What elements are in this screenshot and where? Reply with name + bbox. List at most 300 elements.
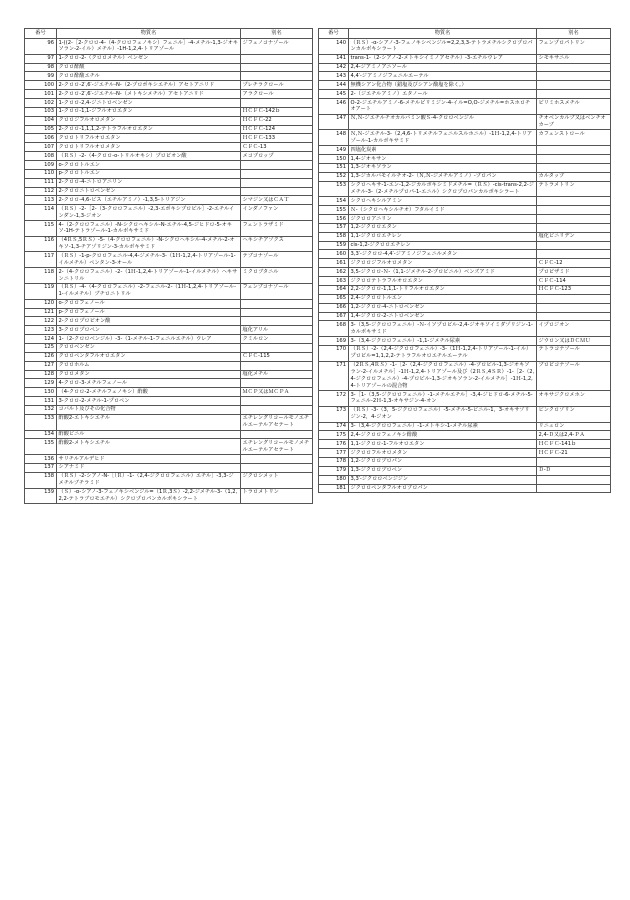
substance-name: 2,2-ジクロロ-1,1,1-トリフルオロエタン [349, 285, 537, 294]
row-number: 103 [25, 107, 57, 116]
substance-alias [537, 303, 611, 312]
substance-name: （ＲＳ）-2-（2,4-ジクロロフェニル）-3-（1Ｈ-1,2,4-トリアゾール-1-イル）プロピル=1,1,2,2-テトラフルオロエチルエーテル [349, 345, 537, 361]
table-row [319, 484, 611, 493]
substance-name: 3-（3,4-ジクロロフェニル）-1-メトキシ-1-メチル尿素 [349, 422, 537, 431]
table-row [25, 72, 313, 81]
substance-alias [241, 430, 313, 439]
row-number: 118 [25, 268, 57, 284]
substance-name: （ＲＳ）-3-（3，5-ジクロロフェニル）-5-メチル-5-ビニル-1，3-オキサゾリジン-2，4-ジオン [349, 406, 537, 422]
header-alias: 別名 [241, 29, 313, 39]
table-row [25, 252, 313, 268]
table-row [319, 268, 611, 277]
row-number: 132 [25, 405, 57, 414]
table-row [319, 99, 611, 115]
row-number: 167 [319, 312, 349, 321]
table-row [319, 155, 611, 164]
substance-name: シクロヘキサ-1-エン-1,2-ジカルボキシミドメチル=（ＲＳ）-cis-trans-2,2-ジメチル-3-（2-メチルプロパ-1-エニル）シクロプロパンカルボキシラート [349, 181, 537, 197]
table-row [319, 431, 611, 440]
table-row [25, 439, 313, 455]
substance-alias: トラロメトリン [241, 488, 313, 504]
substance-alias: アラクロール [241, 90, 313, 99]
table-row [25, 299, 313, 308]
table-row [319, 206, 611, 215]
row-number: 162 [319, 268, 349, 277]
table-row [319, 232, 611, 241]
substance-name: trans-1-（2-シアノ-2-メトキシイミノアセチル）-3-エチルウレア [349, 54, 537, 63]
row-number: 146 [319, 99, 349, 115]
table-row [25, 317, 313, 326]
row-number: 176 [319, 440, 349, 449]
row-number: 117 [25, 252, 57, 268]
table-row [319, 72, 611, 81]
row-number: 116 [25, 236, 57, 252]
table-header-row [319, 29, 611, 39]
substance-alias: フェンブコナゾール [241, 283, 313, 299]
substance-name: 3,3′-ジクロロベンジジン [349, 475, 537, 484]
table-row [319, 172, 611, 181]
row-number: 141 [319, 54, 349, 63]
substance-name: 2-クロロ-4-ニトロアニリン [57, 178, 241, 187]
table-row [319, 250, 611, 259]
table-row [25, 107, 313, 116]
row-number: 177 [319, 449, 349, 458]
table-row [319, 361, 611, 390]
table-row [25, 205, 313, 221]
table-row [25, 178, 313, 187]
substance-alias: 塩化ビニリデン [537, 232, 611, 241]
substance-name: （ＲＳ）-4-（4-クロロフェニル）-2-フェニル-2-（1Ｈ-1,2,4-トリアゾール-1-イルメチル）ブチロニトリル [57, 283, 241, 299]
table-row [319, 345, 611, 361]
table-row [319, 277, 611, 286]
substance-name: 1-（2-クロロベンジル）-3-（1-メチル-1-フェニルエチル）ウレア [57, 335, 241, 344]
table-row [25, 472, 313, 488]
table-row [25, 134, 313, 143]
table-row [25, 187, 313, 196]
substance-alias: ＣＦＣ-115 [241, 352, 313, 361]
table-row [25, 308, 313, 317]
substance-alias [241, 308, 313, 317]
substance-name: クロロ酢酸エチル [57, 72, 241, 81]
table-row [25, 488, 313, 504]
row-number: 130 [25, 388, 57, 397]
substance-name: （4ＲＳ,5ＲＳ）-5-（4-クロロフェニル）-N-シクロヘキシル-4-メチル-2-オキソ-1,3-チアゾリジン-3-カルボキサミド [57, 236, 241, 252]
substance-alias: クミルロン [241, 335, 313, 344]
substance-alias [241, 317, 313, 326]
substance-name: 1,4-ジクロロ-2-ニトロベンゼン [349, 312, 537, 321]
row-number: 111 [25, 178, 57, 187]
substance-name: 1-((2-［2-クロロ-4-（4-クロロフェノキシ）フェニル］-4-メチル-1,3-ジオキソラン-2-イル）メチル）-1H-1,2,4-トリアゾール [57, 39, 241, 55]
substance-name: 4-（2-クロロフェニル）-N-シクロヘキシル-N-エチル-4,5-ジヒドロ-5-オキソ-1H-テトラゾール-1-カルボキサミド [57, 221, 241, 237]
table-row [25, 143, 313, 152]
substance-name: 酢酸ビニル [57, 430, 241, 439]
table-row [25, 370, 313, 379]
row-number: 107 [25, 143, 57, 152]
row-number: 159 [319, 241, 349, 250]
substance-name: cis-1,2-ジクロロエチレン [349, 241, 537, 250]
row-number: 174 [319, 422, 349, 431]
substance-alias [241, 99, 313, 108]
substance-name: 1,2-ジクロロプロパン [349, 457, 537, 466]
table-row [319, 406, 611, 422]
row-number: 127 [25, 361, 57, 370]
substance-name: ジクロロテトラフルオロエタン [349, 277, 537, 286]
chemical-table-left [24, 28, 313, 504]
substance-name: サリチルアルデヒド [57, 455, 241, 464]
row-number: 145 [319, 90, 349, 99]
substance-name: 1,1-ジクロロ-1-フルオロエタン [349, 440, 537, 449]
substance-alias: フェンプロパトリン [537, 39, 611, 55]
table-row [319, 294, 611, 303]
header-substance-name: 物質名 [349, 29, 537, 39]
substance-name: （4-クロロ-2-メチルフェノキシ）酢酸 [57, 388, 241, 397]
table-row [25, 54, 313, 63]
table-row [25, 196, 313, 205]
table-row [319, 285, 611, 294]
row-number: 101 [25, 90, 57, 99]
row-number: 102 [25, 99, 57, 108]
substance-name: 1,1-ジクロロエチレン [349, 232, 537, 241]
substance-name: 2-クロロ-2′,6′-ジエチル-N-（2-プロポキシエチル）アセトアニリド [57, 81, 241, 90]
substance-name: 四塩化炭素 [349, 146, 537, 155]
substance-alias: シマジン又はＣＡＴ [241, 196, 313, 205]
substance-alias: チオベンカルブ又はベンチオカーブ [537, 114, 611, 130]
table-row [25, 221, 313, 237]
substance-alias: プロピコナゾール [537, 361, 611, 390]
row-number: 160 [319, 250, 349, 259]
substance-name: 2,4-ジクロロトルエン [349, 294, 537, 303]
substance-alias: ＣＦＣ-114 [537, 277, 611, 286]
substance-name: シクロヘキシルアミン [349, 197, 537, 206]
table-row [319, 90, 611, 99]
substance-name: 1,2-ジクロロエタン [349, 223, 537, 232]
row-number: 148 [319, 130, 349, 146]
table-row [319, 440, 611, 449]
substance-alias: リニュロン [537, 422, 611, 431]
substance-name: クロロトリフルオロエタン [57, 134, 241, 143]
row-number: 124 [25, 335, 57, 344]
substance-alias [241, 343, 313, 352]
row-number: 168 [319, 321, 349, 337]
row-number: 97 [25, 54, 57, 63]
substance-name: 1,3-ジオキソラン [349, 163, 537, 172]
substance-alias: テトラメトリン [537, 181, 611, 197]
table-row [25, 116, 313, 125]
substance-name: 4-クロロ-3-メチルフェノール [57, 379, 241, 388]
substance-alias [537, 223, 611, 232]
table-row [319, 54, 611, 63]
row-number: 158 [319, 232, 349, 241]
substance-alias [537, 312, 611, 321]
substance-alias: ＨＣＦＣ-123 [537, 285, 611, 294]
row-number: 142 [319, 63, 349, 72]
table-row [25, 430, 313, 439]
substance-alias: エチレングリコールモノメチルエーテルアセテート [241, 439, 313, 455]
header-number: 番号 [319, 29, 349, 39]
row-number: 138 [25, 472, 57, 488]
row-number: 169 [319, 337, 349, 346]
row-number: 104 [25, 116, 57, 125]
substance-name: 2-（4-クロロフェニル）-2-（1Ｈ-1,2,4-トリアゾール-1-イルメチル）ヘキサンニトリル [57, 268, 241, 284]
substance-alias [537, 241, 611, 250]
substance-name: Ｎ,Ｎ-ジエチルチオカルバミン酸Ｓ-4-クロロベンジル [349, 114, 537, 130]
substance-alias [241, 405, 313, 414]
row-number: 173 [319, 406, 349, 422]
header-alias: 別名 [537, 29, 611, 39]
row-number: 170 [319, 345, 349, 361]
row-number: 171 [319, 361, 349, 390]
table-row [25, 397, 313, 406]
substance-alias: ＨＣＦＣ-141ｂ [537, 440, 611, 449]
row-number: 149 [319, 146, 349, 155]
substance-alias [241, 63, 313, 72]
chemical-table-right [318, 28, 611, 493]
substance-alias: フェントラザミド [241, 221, 313, 237]
substance-alias [241, 397, 313, 406]
substance-name: （ＲＳ）-2-シアノ-N-［（Ｒ）-1-（2,4-ジクロロフェニル）エチル］-3,3-ジメチルブチラミド [57, 472, 241, 488]
table-row [25, 99, 313, 108]
substance-name: 1,2-ジクロロ-4-ニトロベンゼン [349, 303, 537, 312]
row-number: 181 [319, 484, 349, 493]
table-header-row [25, 29, 313, 39]
substance-alias [241, 72, 313, 81]
table-row [319, 337, 611, 346]
substance-alias: エチレングリコールモノエチルエーテルアセテート [241, 414, 313, 430]
substance-name: p-クロロフェノール [57, 308, 241, 317]
substance-alias [537, 163, 611, 172]
table-row [25, 326, 313, 335]
table-row [25, 361, 313, 370]
substance-name: 2-クロロ-1,1,1,2-テトラフルオロエタン [57, 125, 241, 134]
substance-name: 2-（ジエチルアミノ）エタノール [349, 90, 537, 99]
substance-name: 2-クロロニトロベンゼン [57, 187, 241, 196]
substance-alias [241, 178, 313, 187]
row-number: 120 [25, 299, 57, 308]
substance-alias [241, 463, 313, 472]
row-number: 143 [319, 72, 349, 81]
substance-alias: ピリミホスメチル [537, 99, 611, 115]
table-row [319, 163, 611, 172]
substance-alias: テブコナゾール [241, 252, 313, 268]
substance-name: O-2-ジエチルアミノ-6-メチルピリミジン-4-イル=O,O-ジメチル=ホスホロチオアート [349, 99, 537, 115]
substance-name: クロロ酢酸 [57, 63, 241, 72]
substance-alias: プレチラクロール [241, 81, 313, 90]
row-number: 163 [319, 277, 349, 286]
substance-name: 2,4-ジクロロフェノキシ酢酸 [349, 431, 537, 440]
substance-alias: ヘキシチアゾクス [241, 236, 313, 252]
row-number: 134 [25, 430, 57, 439]
substance-name: p-クロロトルエン [57, 169, 241, 178]
table-row [319, 475, 611, 484]
substance-alias: ＨＣＦＣ-124 [241, 125, 313, 134]
substance-name: 2-クロロ-2′,6′-ジエチル-N-（メトキシメチル）アセトアニリド [57, 90, 241, 99]
header-number: 番号 [25, 29, 57, 39]
row-number: 161 [319, 259, 349, 268]
table-row [319, 146, 611, 155]
row-number: 165 [319, 294, 349, 303]
row-number: 129 [25, 379, 57, 388]
substance-alias: プロピザミド [537, 268, 611, 277]
table-row [25, 283, 313, 299]
substance-alias [241, 455, 313, 464]
substance-name: クロロジフルオロメタン [57, 116, 241, 125]
table-row [25, 161, 313, 170]
row-number: 164 [319, 285, 349, 294]
row-number: 144 [319, 81, 349, 90]
substance-alias: 塩化メチル [241, 370, 313, 379]
substance-alias [537, 457, 611, 466]
row-number: 108 [25, 152, 57, 161]
table-row [319, 466, 611, 475]
substance-alias: カフェンストロール [537, 130, 611, 146]
table-row [25, 379, 313, 388]
substance-name: ジクロロフルオロメタン [349, 449, 537, 458]
substance-alias: シモキサニル [537, 54, 611, 63]
table-row [319, 312, 611, 321]
substance-alias [241, 299, 313, 308]
substance-name: 3,3′-ジクロロ-4,4′-ジアミノジフェニルメタン [349, 250, 537, 259]
row-number: 128 [25, 370, 57, 379]
substance-alias: ＭＣＰ又はＭＣＰＡ [241, 388, 313, 397]
substance-alias: Ｄ-Ｄ [537, 466, 611, 475]
substance-name: クロロトリフルオロメタン [57, 143, 241, 152]
row-number: 154 [319, 197, 349, 206]
row-number: 110 [25, 169, 57, 178]
substance-alias: ＨＣＦＣ-133 [241, 134, 313, 143]
substance-name: （Ｓ）-α-シアノ-3-フェノキシベンジル=（1Ｒ,3Ｓ）-2,2-ジメチル-3-（1,2,2,2-テトラブロモエチル）シクロプロパンカルボキシラート [57, 488, 241, 504]
row-number: 175 [319, 431, 349, 440]
table-row [319, 391, 611, 407]
substance-alias: ＣＦＣ-13 [241, 143, 313, 152]
row-number: 140 [319, 39, 349, 55]
substance-alias [537, 215, 611, 224]
table-row [25, 125, 313, 134]
substance-alias [537, 484, 611, 493]
table-row [319, 259, 611, 268]
substance-name: 3,5-ジクロロ-Ｎ-（1,1-ジメチル-2-プロピニル）ベンズアミド [349, 268, 537, 277]
substance-alias: ミクロブタニル [241, 268, 313, 284]
row-number: 150 [319, 155, 349, 164]
row-number: 105 [25, 125, 57, 134]
substance-name: （2ＲＳ,4ＲＳ）-1-［2-（2,4-ジクロロフェニル）-4-プロピル-1,3-ジオキソラン-2-イルメチル］-1Ｈ-1,2,4-トリアゾール及び（2ＲＳ,4ＳＲ）-1-［2-（2,4-ジクロロフェニル）-4-プロピル-1,3-ジオキソラン-2-イルメチル］-1Ｈ-1,2,4-トリアゾールの混合物 [349, 361, 537, 390]
table-row [319, 114, 611, 130]
substance-alias [537, 155, 611, 164]
substance-name: 1-クロロ-2-（クロロメチル）ベンゼン [57, 54, 241, 63]
substance-alias [241, 161, 313, 170]
row-number: 96 [25, 39, 57, 55]
table-row [319, 181, 611, 197]
substance-alias: インダノファン [241, 205, 313, 221]
substance-name: 1,3-ジクロロプロペン [349, 466, 537, 475]
substance-name: クロロメタン [57, 370, 241, 379]
table-row [319, 241, 611, 250]
substance-alias [537, 63, 611, 72]
substance-alias: ジフェノコナゾール [241, 39, 313, 55]
table-row [25, 152, 313, 161]
substance-alias: 2,4-Ｄ又は2,4-ＰＡ [537, 431, 611, 440]
row-number: 172 [319, 391, 349, 407]
substance-name: 酢酸2-メトキシエチル [57, 439, 241, 455]
row-number: 178 [319, 457, 349, 466]
substance-name: クロロベンゼン [57, 343, 241, 352]
row-number: 155 [319, 206, 349, 215]
substance-alias: ＨＣＦＣ-142ｂ [241, 107, 313, 116]
row-number: 180 [319, 475, 349, 484]
substance-alias [537, 206, 611, 215]
row-number: 106 [25, 134, 57, 143]
table-body-left [25, 39, 313, 504]
row-number: 99 [25, 72, 57, 81]
table-row [319, 63, 611, 72]
substance-alias [537, 146, 611, 155]
substance-alias [537, 475, 611, 484]
row-number: 152 [319, 172, 349, 181]
substance-name: 4,4′-ジアミノジフェニルエーテル [349, 72, 537, 81]
substance-alias: テトラコナゾール [537, 345, 611, 361]
substance-name: 3-（3,5-ジクロロフェニル）-Ｎ-イソプロピル-2,4-ジオキソイミダゾリジン-1-カルボキサミド [349, 321, 537, 337]
substance-alias [241, 379, 313, 388]
substance-name: 1,3-ジカルバモイルチオ-2-（Ｎ,Ｎ-ジメチルアミノ）-プロパン [349, 172, 537, 181]
row-number: 119 [25, 283, 57, 299]
table-row [25, 169, 313, 178]
row-number: 136 [25, 455, 57, 464]
table-row [25, 90, 313, 99]
substance-alias: イプロジオン [537, 321, 611, 337]
substance-name: 1,4-ジオキサン [349, 155, 537, 164]
substance-name: 1-クロロ-2,4-ジニトロベンゼン [57, 99, 241, 108]
table-row [319, 449, 611, 458]
table-row [319, 223, 611, 232]
substance-alias [537, 72, 611, 81]
table-row [319, 215, 611, 224]
substance-name: 3-（3,4-ジクロロフェニル）-1,1-ジメチル尿素 [349, 337, 537, 346]
row-number: 153 [319, 181, 349, 197]
substance-name: （ＲＳ）-1-p-クロロフェニル-4,4-ジメチル-3-（1Ｈ-1,2,4-トリアゾール-1-イルメチル）ペンタン-3-オール [57, 252, 241, 268]
row-number: 131 [25, 397, 57, 406]
row-number: 123 [25, 326, 57, 335]
table-row [319, 81, 611, 90]
table-row [25, 405, 313, 414]
substance-name: （ＲＳ）-2-［2-（3-クロロフェニル）-2,3-エポキシプロピル］-2-エチルインダン-1,3-ジオン [57, 205, 241, 221]
substance-alias [537, 294, 611, 303]
substance-alias: ＨＣＦＣ-21 [537, 449, 611, 458]
row-number: 112 [25, 187, 57, 196]
substance-name: クロロペンタフルオロエタン [57, 352, 241, 361]
table-row [25, 343, 313, 352]
substance-alias [241, 169, 313, 178]
substance-alias [241, 361, 313, 370]
substance-alias: ジクロシメット [241, 472, 313, 488]
row-number: 133 [25, 414, 57, 430]
substance-name: （ＲＳ）-2-（4-クロロ-o-トリルオキシ）プロピオン酸 [57, 152, 241, 161]
row-number: 114 [25, 205, 57, 221]
substance-name: 3-クロロ-2-メチル-1-プロペン [57, 397, 241, 406]
substance-name: Ｎ-（シクロヘキシルチオ）フタルイミド [349, 206, 537, 215]
table-row [25, 268, 313, 284]
substance-alias: 塩化アリル [241, 326, 313, 335]
substance-name: 無機シアン化合物（錯塩及びシアン酸塩を除く。） [349, 81, 537, 90]
row-number: 109 [25, 161, 57, 170]
substance-name: 3-［1-（3,5-ジクロロフェニル）-1-メチルエチル］-3,4-ジヒドロ-6-メチル-5-フェニル-2Ｈ-1,3-オキサジン-4-オン [349, 391, 537, 407]
substance-alias: ＨＣＦＣ-22 [241, 116, 313, 125]
row-number: 135 [25, 439, 57, 455]
table-row [319, 303, 611, 312]
substance-name: Ｎ,Ｎ-ジエチル-3-（2,4,6-トリメチルフェニルスルホニル）-1Ｈ-1,2,4-トリアゾール-1-カルボキサミド [349, 130, 537, 146]
row-number: 125 [25, 343, 57, 352]
substance-name: ジクロロペンタフルオロプロパン [349, 484, 537, 493]
row-number: 113 [25, 196, 57, 205]
table-row [25, 388, 313, 397]
table-body-right [319, 39, 611, 493]
